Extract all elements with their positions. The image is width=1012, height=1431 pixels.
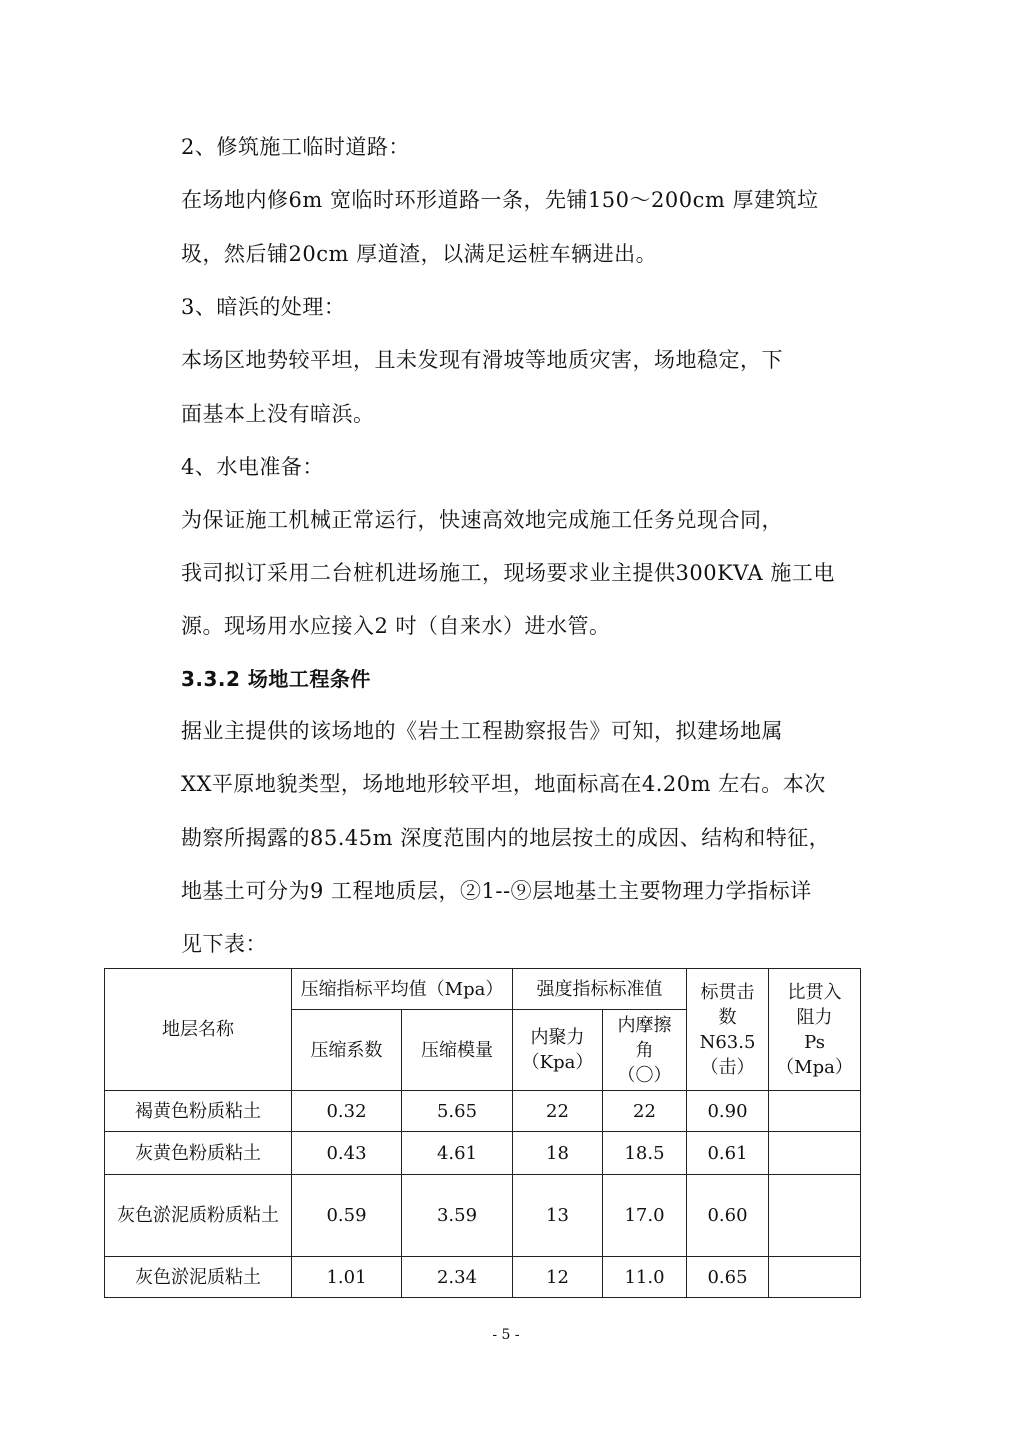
paragraph-line: XX平原地貌类型，场地地形较平坦，地面标高在4.20m 左右。本次 [181,772,826,796]
header-compression-coefficient: 压缩系数 [292,1010,402,1091]
cell-spt: 0.65 [687,1257,769,1298]
header-compression-group: 压缩指标平均值（Mpa） [292,969,513,1010]
cell-ps [769,1132,861,1175]
header-spt-line: N63.5 [699,1031,756,1053]
header-cpt-line: 阻力 [796,1006,833,1028]
cell-modulus: 2.34 [402,1257,513,1298]
paragraph-line: 地基土可分为9 工程地质层，②1--⑨层地基土主要物理力学指标详 [181,879,812,903]
cell-spt: 0.61 [687,1132,769,1175]
paragraph-line: 在场地内修6m 宽临时环形道路一条，先铺150～200cm 厚建筑垃 [181,188,819,212]
header-friction-angle [603,1010,687,1091]
cell-friction: 22 [603,1091,687,1132]
header-friction-line: 角 [635,1039,654,1061]
header-spt-line: 标贯击 [700,981,755,1003]
cell-coef: 0.43 [292,1132,402,1175]
header-strength-group: 强度指标标准值 [513,969,687,1010]
cell-ps [769,1175,861,1257]
header-spt-line: （击） [700,1056,755,1078]
paragraph-line: 据业主提供的该场地的《岩土工程勘察报告》可知，拟建场地属 [181,719,783,743]
cell-friction: 11.0 [603,1257,687,1298]
section-heading: 3.3.2 场地工程条件 [181,667,371,691]
header-cpt-line: （Mpa） [776,1056,853,1078]
subheading-hidden-creek: 3、暗浜的处理： [181,295,346,319]
header-layer-name: 地层名称 [105,969,292,1091]
cell-modulus: 4.61 [402,1132,513,1175]
table-row [105,1132,861,1175]
cell-cohesion: 18 [513,1132,603,1175]
header-spt-line: 数 [718,1006,737,1028]
cell-cohesion: 13 [513,1175,603,1257]
paragraph-line: 为保证施工机械正常运行，快速高效地完成施工任务兑现合同， [181,508,783,532]
soil-properties-table [104,968,861,1298]
header-cpt-line: 比贯入 [787,981,842,1003]
cell-spt: 0.90 [687,1091,769,1132]
paragraph-line: 见下表： [181,932,267,956]
subheading-water-power: 4、水电准备： [181,455,324,479]
cell-ps [769,1091,861,1132]
header-friction-line: （〇） [617,1064,672,1086]
cell-cohesion: 22 [513,1091,603,1132]
header-cpt [769,969,861,1091]
header-friction-line: 内摩擦 [617,1014,672,1036]
header-cohesion-line: （Kpa） [521,1052,594,1073]
page-number: - 5 - [492,1327,520,1343]
cell-modulus: 5.65 [402,1091,513,1132]
cell-layer-name: 灰色淤泥质粉质粘土 [105,1175,292,1257]
cell-friction: 18.5 [603,1132,687,1175]
paragraph-line: 圾，然后铺20cm 厚道渣，以满足运桩车辆进出。 [181,242,658,266]
header-compression-modulus: 压缩模量 [402,1010,513,1091]
cell-layer-name: 灰黄色粉质粘土 [105,1132,292,1175]
table-row [105,1175,861,1257]
header-spt [687,969,769,1091]
cell-spt: 0.60 [687,1175,769,1257]
table-header-row [105,969,861,1010]
cell-layer-name: 褐黄色粉质粘土 [105,1091,292,1132]
cell-coef: 1.01 [292,1257,402,1298]
paragraph-line: 勘察所揭露的85.45m 深度范围内的地层按土的成因、结构和特征， [181,826,831,850]
cell-friction: 17.0 [603,1175,687,1257]
cell-cohesion: 12 [513,1257,603,1298]
header-cohesion [513,1010,603,1091]
paragraph-line: 面基本上没有暗浜。 [181,402,375,426]
paragraph-line: 源。现场用水应接入2 吋（自来水）进水管。 [181,614,611,638]
header-cohesion-line: 内聚力 [530,1027,585,1048]
header-cpt-line: Ps [804,1031,825,1053]
table-row [105,1091,861,1132]
cell-layer-name: 灰色淤泥质粘土 [105,1257,292,1298]
paragraph-line: 我司拟订采用二台桩机进场施工，现场要求业主提供300KVA 施工电 [181,561,835,585]
table-row [105,1257,861,1298]
subheading-temporary-road: 2、修筑施工临时道路： [181,135,410,159]
paragraph-line: 本场区地势较平坦，且未发现有滑坡等地质灾害，场地稳定，下 [181,348,783,372]
cell-ps [769,1257,861,1298]
cell-coef: 0.32 [292,1091,402,1132]
cell-coef: 0.59 [292,1175,402,1257]
cell-modulus: 3.59 [402,1175,513,1257]
